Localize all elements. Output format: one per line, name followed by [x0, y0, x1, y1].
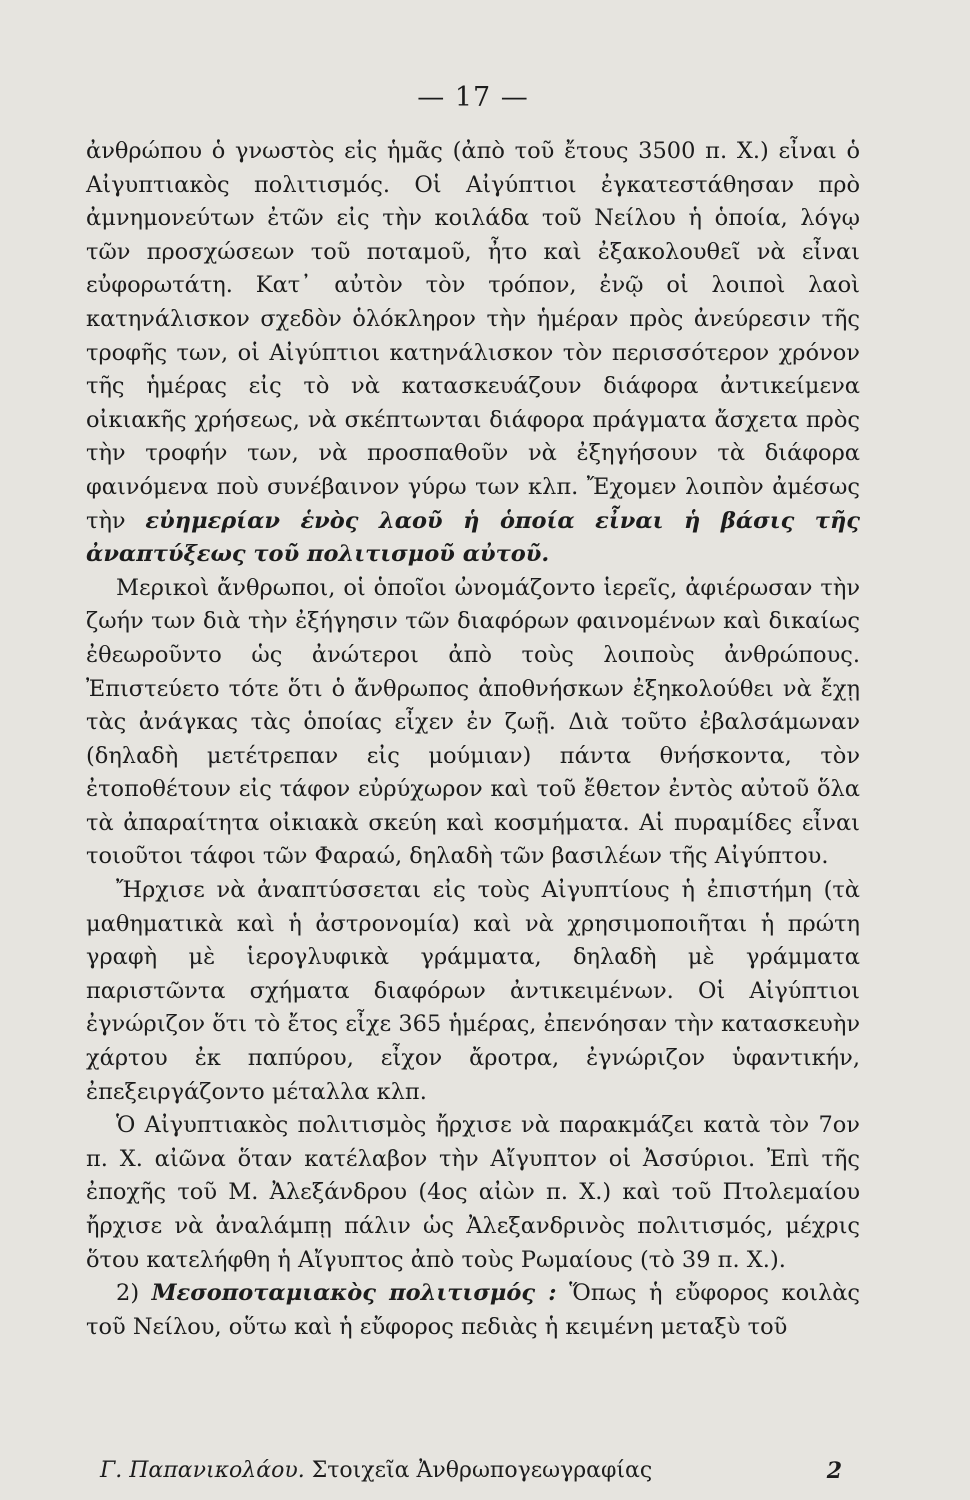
footer-signature: 2: [826, 1458, 842, 1484]
paragraph-4: Ὁ Αἰγυπτιακὸς πολιτισμὸς ἤρχισε νὰ παρακμάζει κατὰ τὸν 7ον π. Χ. αἰῶνα ὅταν κατέλαβον τὴν Αἴγυπτον οἱ Ἀσσύριοι. Ἐπὶ τῆς ἐποχῆς τοῦ Μ. Ἀλεξάνδρου (4ος αἰὼν π. Χ.) καὶ τοῦ Πτολεμαίου ἤρχισε νὰ ἀναλάμπῃ πάλιν ὡς Ἀλεξανδρινὸς πολιτισμός, μέχρις ὅτου κατελήφθη ἡ Αἴγυπτος ἀπὸ τοὺς Ρωμαίους (τὸ 39 π. Χ.).: [86, 1112, 860, 1273]
page-footer: [100, 1458, 842, 1484]
body-text: [86, 135, 860, 1344]
section-heading: Μεσοποταμιακὸς πολιτισμός :: [151, 1280, 557, 1307]
footer-left: [100, 1458, 652, 1484]
page-number: — 17 —: [417, 82, 529, 113]
section-number: 2): [116, 1280, 140, 1307]
paragraph-5: [86, 1277, 860, 1344]
paragraph-3: Ἤρχισε νὰ ἀναπτύσσεται εἰς τοὺς Αἰγυπτίους ἡ ἐπιστήμη (τὰ μαθηματικὰ καὶ ἡ ἀστρονομία) καὶ νὰ χρησιμοποιῆται ἡ πρώτη γραφὴ μὲ ἱερογλυφικὰ γράμματα, δηλαδὴ μὲ γράμματα παριστῶντα σχήματα διαφόρων ἀντικειμένων. Οἱ Αἰγύπτιοι ἐγνώριζον ὅτι τὸ ἔτος εἶχε 365 ἡμέρας, ἐπενόησαν τὴν κατασκευὴν χάρτου ἐκ παπύρου, εἶχον ἄροτρα, ἐγνώριζον ὑφαντικήν, ἐπεξειργάζοντο μέταλλα κλπ.: [86, 877, 860, 1105]
footer-title: Στοιχεῖα Ἀνθρωπογεωγραφίας: [311, 1458, 653, 1483]
paragraph-1: [86, 135, 860, 572]
footer-author: Γ. Παπανικολάου.: [100, 1458, 305, 1483]
paragraph-1-text: ἀνθρώπου ὁ γνωστὸς εἰς ἡμᾶς (ἀπὸ τοῦ ἔτους 3500 π. Χ.) εἶναι ὁ Αἰγυπτιακὸς πολιτισμός. Οἱ Αἰγύπτιοι ἐγκατεστάθησαν πρὸ ἀμνημονεύτων ἐτῶν εἰς τὴν κοιλάδα τοῦ Νείλου ἡ ὁποία, λόγῳ τῶν προσχώσεων τοῦ ποταμοῦ, ἦτο καὶ ἐξακολουθεῖ νὰ εἶναι εὐφορωτάτη. Κατ᾿ αὐτὸν τὸν τρόπον, ἐνῷ οἱ λοιποὶ λαοὶ κατηνάλισκον σχεδὸν ὁλόκληρον τὴν ἡμέραν πρὸς ἀνεύρεσιν τῆς τροφῆς των, οἱ Αἰγύπτιοι κατηνάλισκον τὸν περισσότερον χρόνον τῆς ἡμέρας εἰς τὸ νὰ κατασκευάζουν διάφορα ἀντικείμενα οἰκιακῆς χρήσεως, νὰ σκέπτωνται διάφορα πράγματα ἄσχετα πρὸς τὴν τροφήν των, νὰ προσπαθοῦν νὰ ἐξηγήσουν τὰ διάφορα φαινόμενα ποὺ συνέβαινον γύρω των κλπ. Ἔχομεν λοιπὸν ἀμέσως τὴν: [86, 138, 860, 534]
paragraph-5-text: Ὅπως ἡ εὔφορος κοιλὰς τοῦ Νείλου, οὕτω καὶ ἡ εὔφορος πεδιὰς ἡ κειμένη μεταξὺ τοῦ: [86, 1280, 861, 1340]
paragraph-2: Μερικοὶ ἄνθρωποι, οἱ ὁποῖοι ὠνομάζοντο ἱερεῖς, ἀφιέρωσαν τὴν ζωήν των διὰ τὴν ἐξήγησιν τῶν διαφόρων φαινομένων καὶ δικαίως ἐθεωροῦντο ὡς ἀνώτεροι ἀπὸ τοὺς λοιποὺς ἀνθρώπους. Ἐπιστεύετο τότε ὅτι ὁ ἄνθρωπος ἀποθνήσκων ἐξηκολούθει νὰ ἔχῃ τὰς ἀνάγκας τὰς ὁποίας εἶχεν ἐν ζωῇ. Διὰ τοῦτο ἐβαλσάμωναν (δηλαδὴ μετέτρεπαν εἰς μούμιαν) πάντα θνήσκοντα, τὸν ἐτοποθέτουν εἰς τάφον εὐρύχωρον καὶ τοῦ ἔθετον ἐντὸς αὐτοῦ ὅλα τὰ ἀπαραίτητα οἰκιακὰ σκεύη καὶ κοσμήματα. Αἱ πυραμίδες εἶναι τοιοῦτοι τάφοι τῶν Φαραώ, δηλαδὴ τῶν βασιλέων τῆς Αἰγύπτου.: [86, 574, 860, 870]
paragraph-1-emphasis: εὐημερίαν ἑνὸς λαοῦ ἡ ὁποία εἶναι ἡ βάσις τῆς ἀναπτύξεως τοῦ πολιτισμοῦ αὐτοῦ.: [86, 507, 860, 568]
